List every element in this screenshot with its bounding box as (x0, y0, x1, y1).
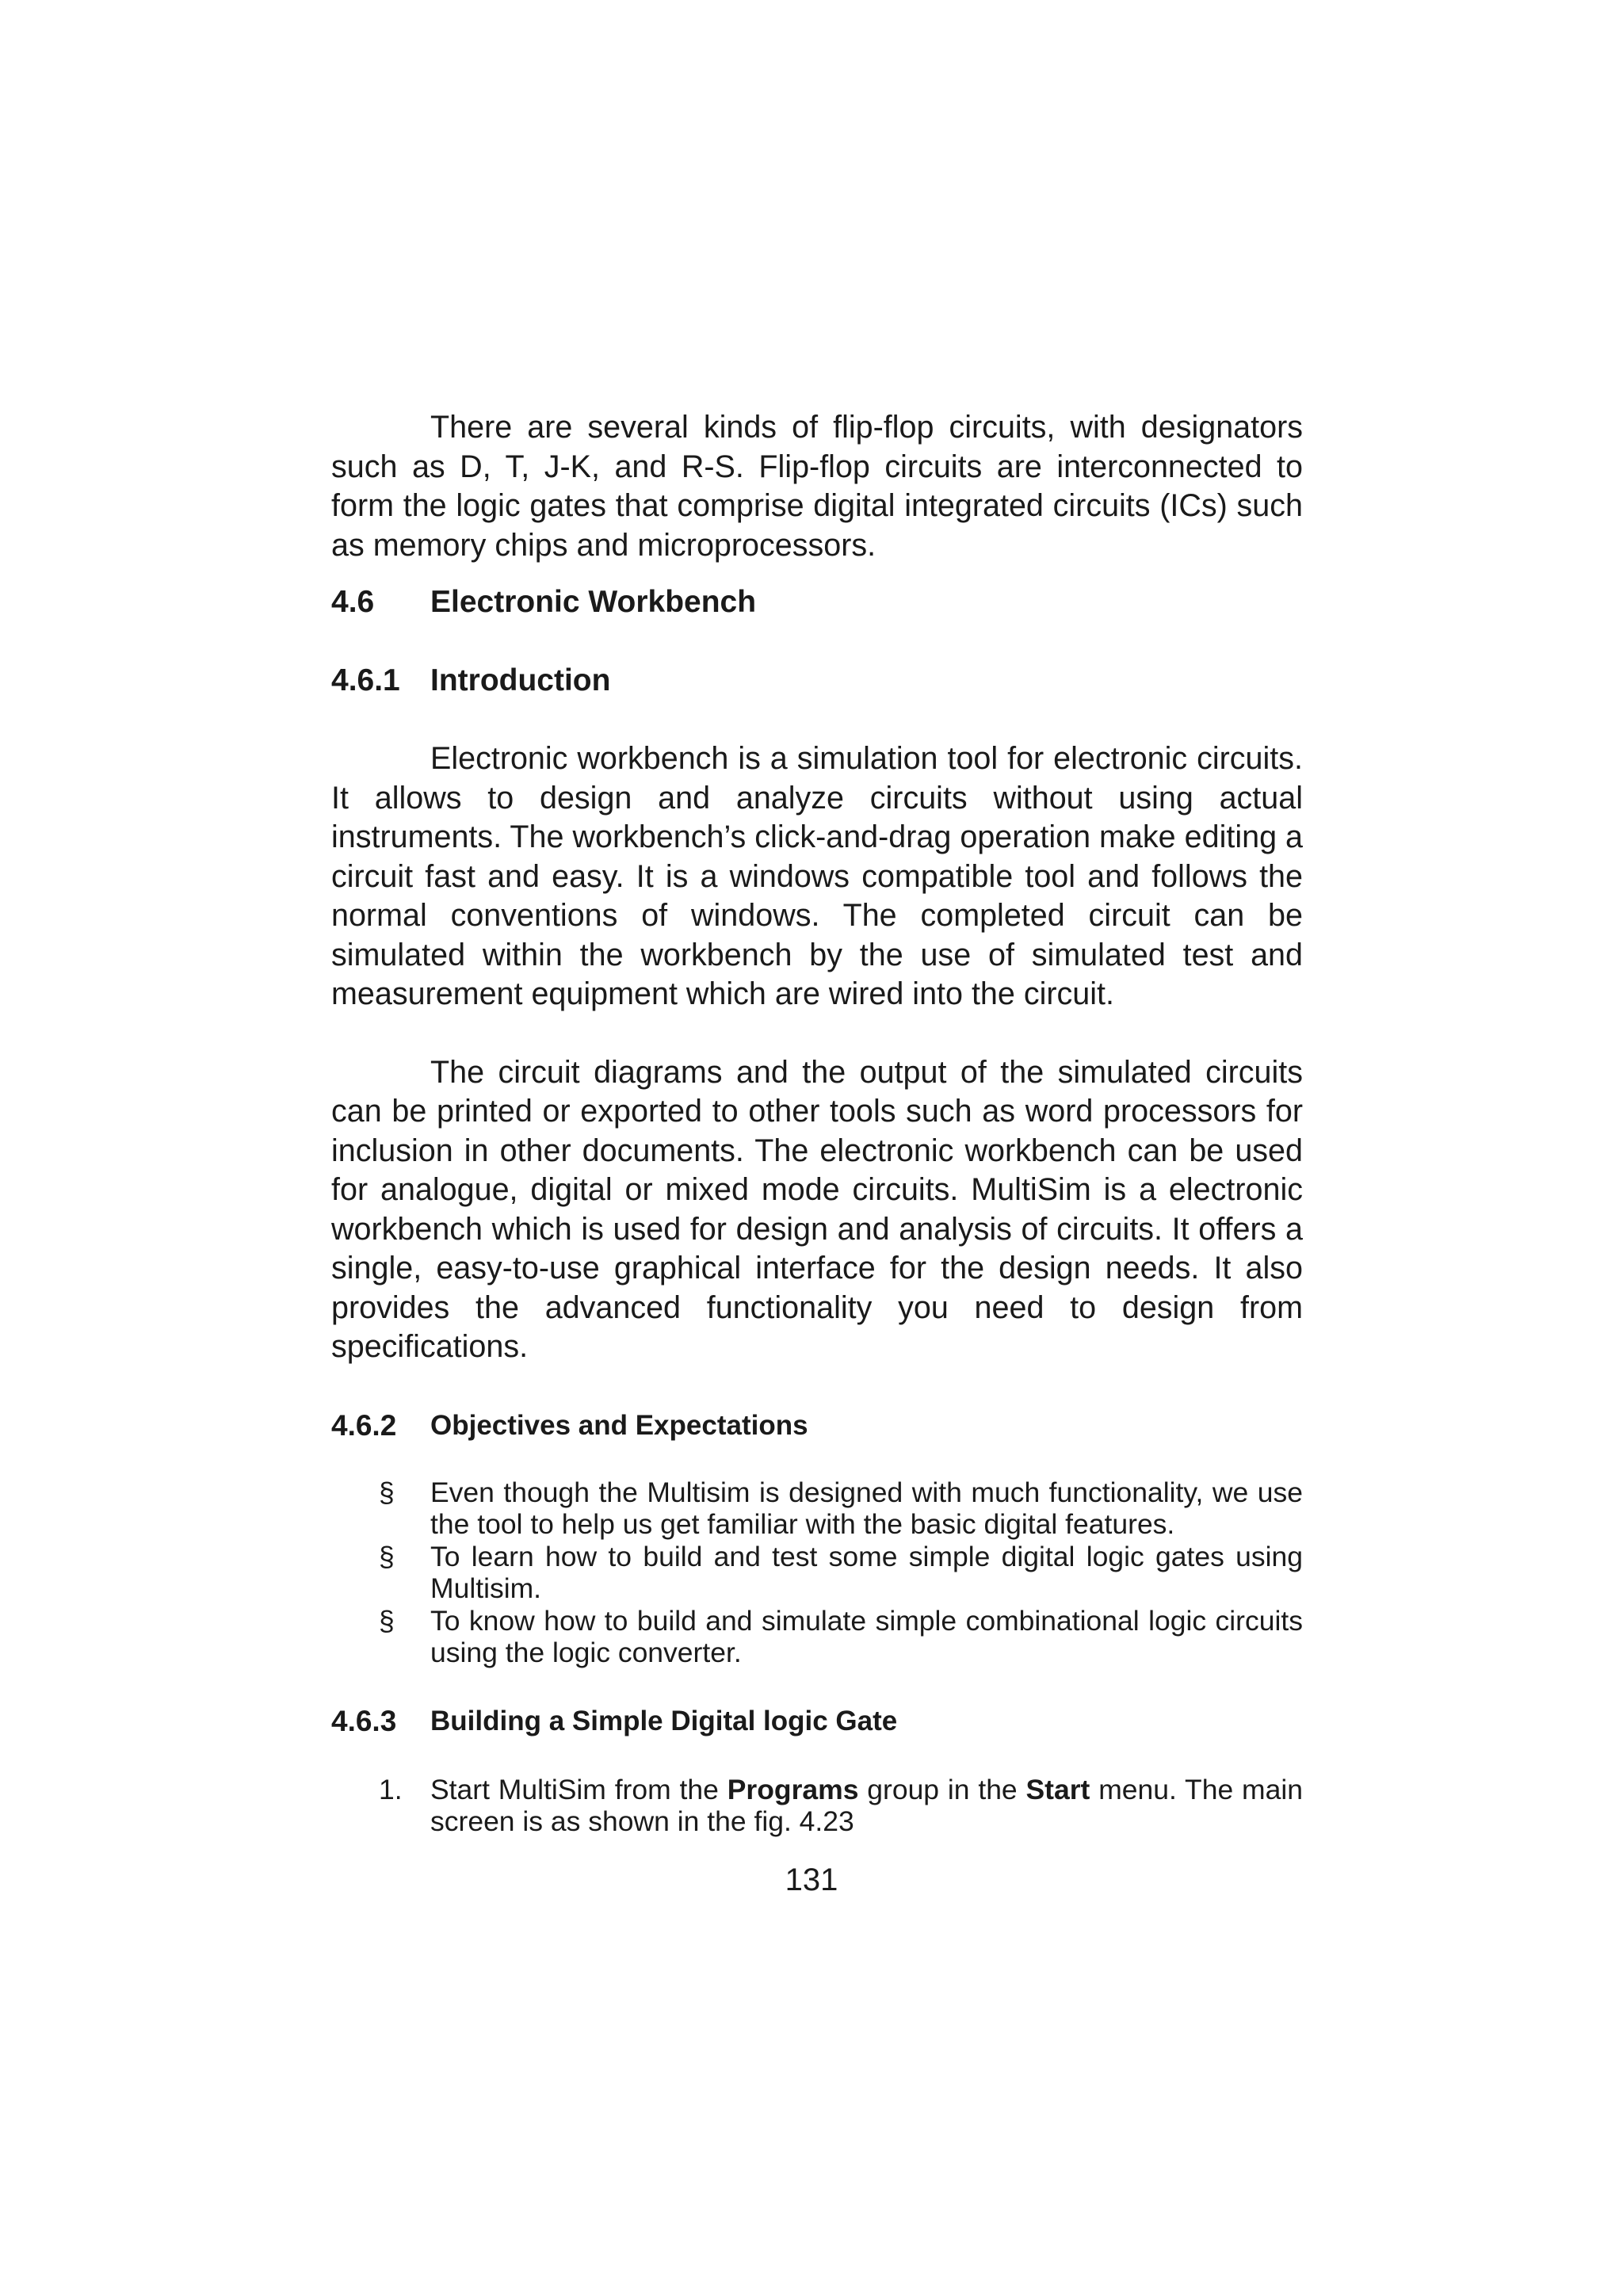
list-item-text (430, 1774, 1303, 1838)
intro-paragraph: There are several kinds of flip-flop circuits, with designators such as D, T, J-K, and R-S. Flip-flop circuits are interconnected to form the logic gates that comprise digital integrated circuits (ICs) such as memory chips and microprocessors. (331, 410, 1303, 563)
list-item (331, 1477, 1303, 1541)
section-number: 4.6.1 (331, 663, 400, 697)
list-item (331, 1605, 1303, 1669)
introduction-paragraph-2: The circuit diagrams and the output of the simulated circuits can be printed or exported to other tools such as word processors for inclusion in other documents. The electronic workbench can be used for analogue, digital or mixed mode circuits. MultiSim is a electronic workbench which is used for design and analysis of circuits. It offers a single, easy-to-use graphical interface for the design needs. It also provides the advanced functionality you need to design from specifications. (331, 1054, 1303, 1364)
list-item-text: To learn how to build and test some simple digital logic gates using Multisim. (430, 1540, 1303, 1604)
step-bold-programs: Programs (727, 1773, 859, 1805)
step-text: menu. The main screen is as shown in the fig. 4.23 (430, 1773, 1303, 1837)
section-number: 4.6.3 (331, 1704, 397, 1737)
list-item (331, 1774, 1303, 1838)
list-item-text: To know how to build and simulate simple combinational logic circuits using the logic converter. (430, 1604, 1303, 1668)
list-item (331, 1541, 1303, 1605)
list-item-text: Even though the Multisim is designed with much functionality, we use the tool to help us get familiar with the basic digital features. (430, 1476, 1303, 1540)
section-title: Objectives and Expectations (430, 1409, 808, 1441)
steps-list (331, 1774, 1303, 1838)
step-text: Start MultiSim from the (430, 1773, 727, 1805)
section-heading-4-6-3 (331, 1704, 1303, 1739)
section-number: 4.6.2 (331, 1408, 397, 1442)
bullet-section-sign: § (379, 1540, 395, 1572)
section-title: Electronic Workbench (430, 585, 757, 619)
introduction-paragraph-1: Electronic workbench is a simulation tool for electronic circuits. It allows to design and analyze circuits without using actual instruments. The workbench’s click-and-drag operation make editing a circuit fast and easy. It is a windows compatible tool and follows the normal conventions of windows. The completed circuit can be simulated within the workbench by the use of simulated test and measurement equipment which are wired into the circuit. (331, 741, 1303, 1011)
section-title: Introduction (430, 663, 611, 697)
step-bold-start: Start (1025, 1773, 1090, 1805)
step-number: 1. (379, 1773, 403, 1805)
objectives-list (331, 1477, 1303, 1669)
section-heading-4-6-2 (331, 1408, 1303, 1443)
section-heading-4-6-1 (331, 661, 1303, 700)
section-number: 4.6 (331, 585, 375, 619)
bullet-section-sign: § (379, 1604, 395, 1637)
section-heading-4-6 (331, 583, 1303, 621)
page-number: 131 (785, 1862, 838, 1897)
step-text: group in the (858, 1773, 1026, 1805)
section-title: Building a Simple Digital logic Gate (430, 1705, 898, 1736)
page-content (331, 408, 1303, 1838)
bullet-section-sign: § (379, 1476, 395, 1508)
